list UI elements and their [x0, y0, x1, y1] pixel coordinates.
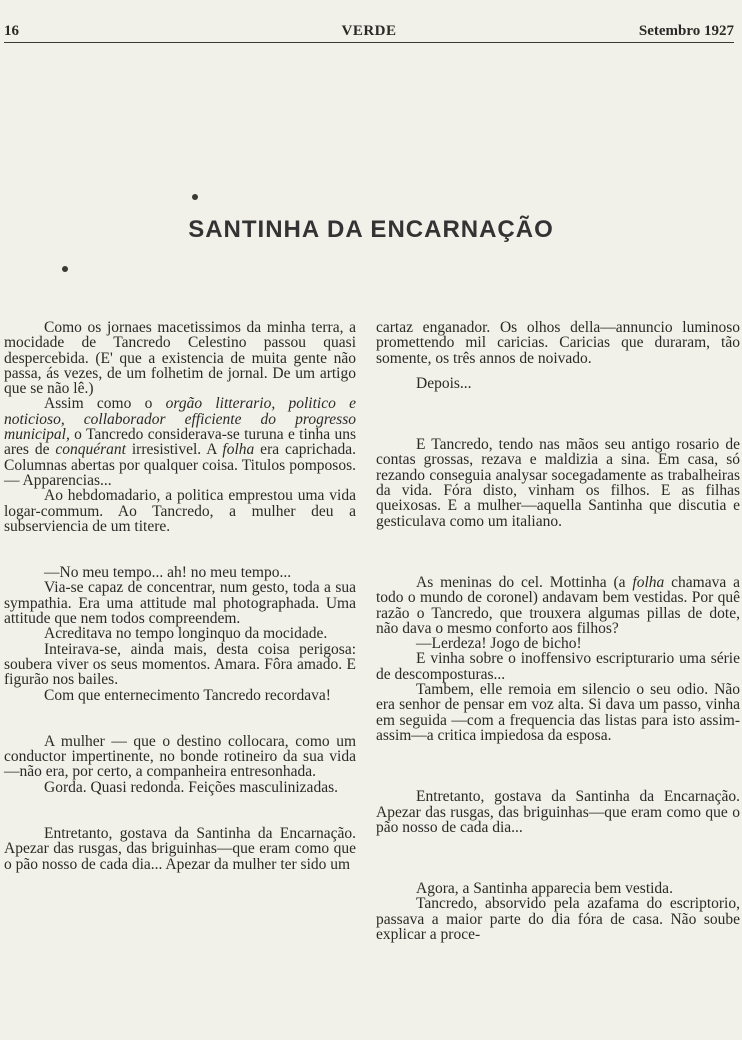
paragraph: E vinha sobre o inoffensivo escripturario uma série de descomposturas...	[376, 650, 740, 683]
magazine-name: VERDE	[341, 23, 397, 39]
ornament-dot	[192, 194, 198, 200]
section-break	[4, 703, 356, 734]
section-break	[376, 835, 740, 881]
section-break	[4, 534, 356, 565]
paragraph: Com que enternecimento Tancredo recordava!	[44, 686, 331, 704]
paragraph: —Lerdeza! Jogo de bicho!	[416, 635, 582, 653]
paragraph: A mulher — que o destino collocara, como um conductor impertinente, no bonde rotineiro da sua vida—não era, por certo, a companheira entresonhada.	[4, 732, 356, 781]
section-break	[376, 529, 740, 575]
paragraph: Depois...	[416, 374, 472, 392]
paragraph: E Tancredo, tendo nas mãos seu antigo rosario de contas grossas, rezava e maldizia a sina. Em casa, só rezando conseguia analysar socegadamente as trabalheiras da vida. Fóra disto, vinham os filhos. E as filhas queixosas. E a mulher—aquella Santinha que discutia e gesticulava como um italiano.	[376, 436, 740, 530]
paragraph: Via-se capaz de concentrar, num gesto, toda a sua sympathia. Era uma attitude mal photographada. Uma attitude que nem todos compreendem.	[4, 579, 356, 628]
page-number: 16	[4, 23, 19, 39]
left-column	[4, 320, 356, 872]
paragraph: Ao hebdomadario, a politica emprestou uma vida logar-commum. Ao Tancredo, a mulher deu a subserviencia de um titere.	[4, 487, 356, 535]
paragraph: As meninas do cel. Mottinha (a folha chamava a todo o mundo de coronel) andavam bem vestidas. Por quê razão o Tancredo, que trouxera algumas pillas de dote, não dava o mesmo conforto aos filhos?	[376, 573, 740, 637]
ornament-dot	[62, 266, 68, 272]
paragraph: Entretanto, gostava da Santinha da Encarnação. Apezar das rusgas, das briguinhas—que eram como que o pão nosso de cada dia... Apezar da mulher ter sido um	[4, 825, 356, 873]
paragraph: Entretanto, gostava da Santinha da Encarnação. Apezar das rusgas, das briguinhas—que eram como que o pão nosso de cada dia...	[376, 788, 740, 836]
paragraph: Como os jornaes macetissimos da minha terra, a mocidade de Tancredo Celestino passou quasi despercebida. (E' que a existencia de muita gente não passa, ás vezes, de um folhetim de jornal. De um artigo que se não lê.)	[4, 319, 356, 398]
right-column	[376, 320, 740, 942]
paragraph: Acreditava no tempo longinquo da mocidade.	[44, 625, 328, 643]
paragraph: Gorda. Quasi redonda. Feições masculinizadas.	[44, 778, 338, 796]
paragraph: Agora, a Santinha apparecia bem vestida.	[416, 880, 673, 898]
paragraph: Assim como o orgão litterario, politico e noticioso, collaborador efficiente do progresso municipal, o Tancredo considerava-se turuna e tinha uns ares de conquérant irresistivel. A folha era caprichada. Columnas abertas por qualquer coisa. Titulos pomposos. — Apparencias...	[4, 395, 357, 489]
section-break	[376, 743, 740, 789]
paragraph: Inteirava-se, ainda mais, desta coisa perigosa: soubera viver os seus momentos. Amara. Fôra amado. E figurão nos bailes.	[4, 640, 356, 689]
paragraph: cartaz enganador. Os olhos della—annuncio luminoso promettendo mil caricias. Caricias que duraram, tão somente, os três annos de noivado.	[376, 319, 740, 367]
paragraph: —No meu tempo... ah! no meu tempo...	[44, 564, 292, 582]
paragraph: Tancredo, absorvido pela azafama do escriptorio, passava a maior parte do dia fóra de casa. Não soube explicar a proce-	[376, 895, 740, 944]
running-header	[4, 20, 734, 43]
paragraph: Tambem, elle remoia em silencio o seu odio. Não era senhor de pensar em voz alta. Si dava um passo, vinha em seguida —com a frequencia das listas para isto assim-assim—a critica impiedosa da esposa.	[376, 681, 740, 744]
section-break	[376, 391, 740, 437]
issue-date: Setembro 1927	[638, 23, 734, 39]
section-break	[4, 795, 356, 826]
article-title: SANTINHA DA ENCARNAÇÃO	[188, 216, 554, 243]
